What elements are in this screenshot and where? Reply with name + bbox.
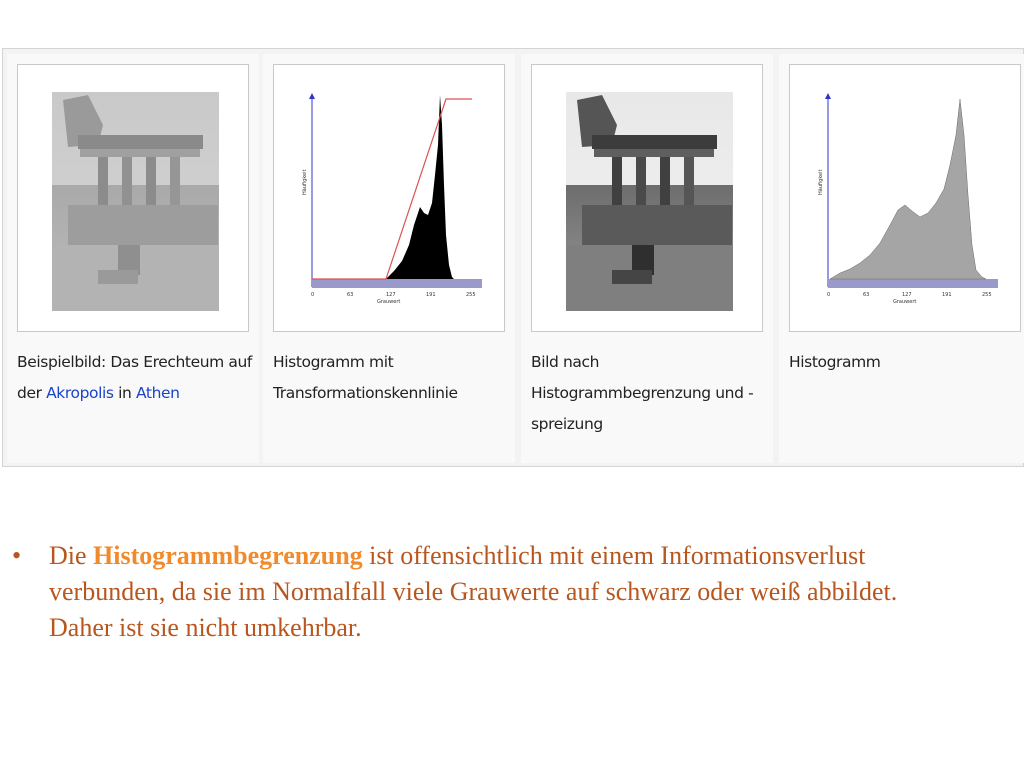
bullet-prefix: Die: [49, 541, 94, 570]
x-axis-label: Grauwert: [893, 299, 917, 305]
athen-link[interactable]: Athen: [135, 384, 180, 402]
caption-text: Bild nach Histogrammbegrenzung und -spreizung: [531, 353, 754, 433]
tick-label: 127: [386, 292, 396, 298]
tick-label: 255: [982, 292, 992, 298]
x-axis-band: [312, 279, 482, 288]
gallery-item-histogram-transform: [263, 54, 515, 463]
gallery-item-histogram: [779, 54, 1024, 463]
x-axis-label: Grauwert: [377, 299, 401, 305]
caption-processed: [531, 347, 767, 440]
gallery-item-original: [7, 54, 259, 463]
caption-text: in: [113, 384, 136, 402]
y-axis-label: Häufigkeit: [818, 169, 824, 195]
tick-label: 191: [426, 292, 436, 298]
erechtheum-photo: [18, 65, 250, 333]
tick-label: 0: [311, 292, 315, 298]
caption-text: Histogramm: [789, 353, 881, 371]
tick-label: 0: [827, 292, 831, 298]
thumbnail-frame[interactable]: [789, 64, 1021, 332]
bullet-rest: ist offensichtlich mit einem Informationsverlust verbunden, da sie im Normalfall viele Grauwerte auf schwarz oder weiß abbildet. Daher ist sie nicht umkehrbar.: [49, 541, 898, 642]
tick-label: 191: [942, 292, 952, 298]
thumbnail-frame[interactable]: [273, 64, 505, 332]
thumbnail-frame[interactable]: [17, 64, 249, 332]
histogram-spread-chart: [790, 65, 1022, 333]
gallery-item-processed: [521, 54, 773, 463]
tick-label: 63: [347, 292, 354, 298]
thumbnail-frame[interactable]: [531, 64, 763, 332]
histogram-transform-chart: [274, 65, 506, 333]
caption-histogram-transform: [273, 347, 509, 409]
tick-label: 63: [863, 292, 870, 298]
highlight-term: Histogrammbegrenzung: [93, 541, 363, 570]
caption-text: Histogramm mit Transformationskennlinie: [273, 353, 458, 402]
caption-histogram: [789, 347, 1024, 378]
y-axis-label: Häufigkeit: [302, 169, 308, 195]
erechtheum-processed-photo: [532, 65, 764, 333]
bullet-text: [49, 538, 909, 646]
caption-text: Beispielbild: Das Erechteum auf der: [17, 353, 252, 402]
x-axis-band: [828, 279, 998, 288]
akropolis-link[interactable]: Akropolis: [46, 384, 114, 402]
caption-original: [17, 347, 253, 409]
image-gallery: [2, 48, 1024, 467]
tick-label: 127: [902, 292, 912, 298]
bullet-dot: •: [12, 541, 22, 570]
tick-label: 255: [466, 292, 476, 298]
